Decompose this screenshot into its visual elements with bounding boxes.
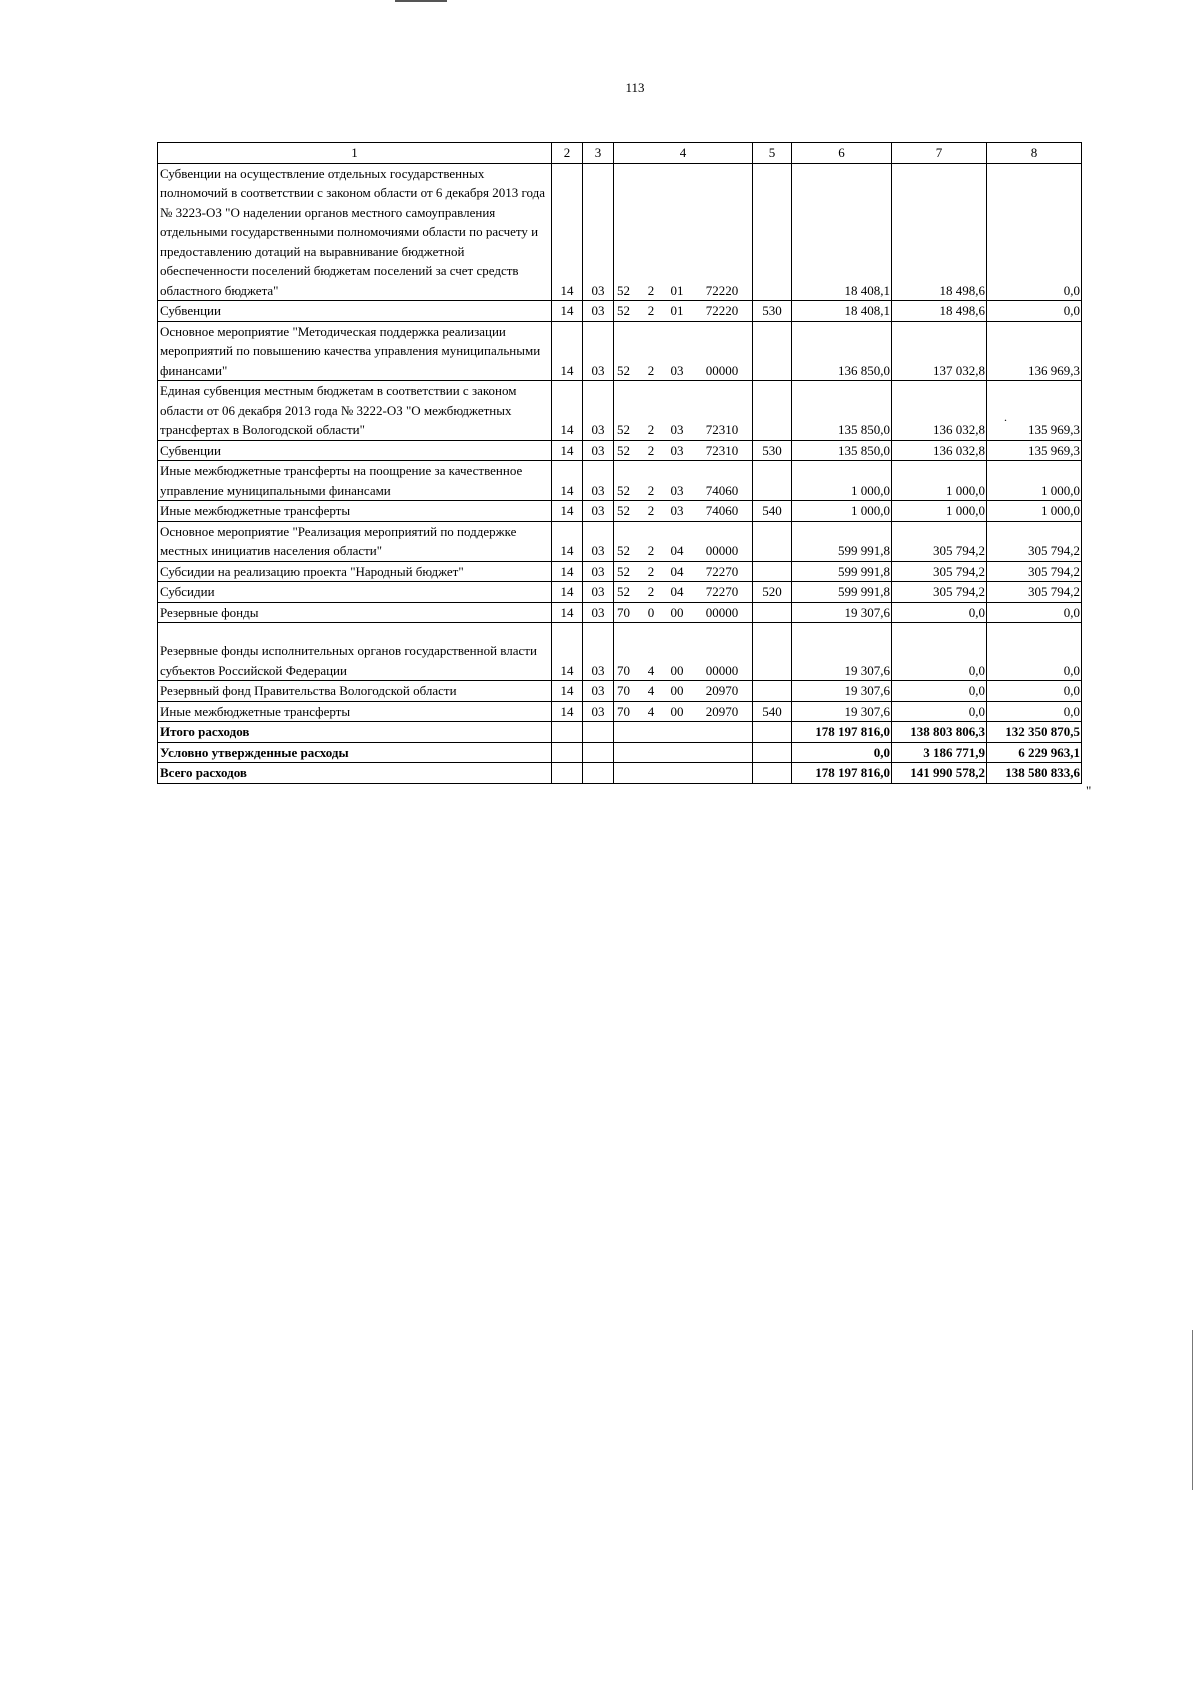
code-direction: 74060 — [705, 503, 739, 518]
code-subprogram: 2 — [647, 584, 655, 599]
code-program: 52 — [617, 503, 630, 518]
row-target-article-code — [614, 701, 753, 722]
code-program: 52 — [617, 543, 630, 558]
code-program: 52 — [617, 362, 630, 378]
table-row — [158, 461, 1082, 501]
row-description: Субвенции — [158, 301, 552, 322]
row-target-article-code — [614, 722, 753, 743]
row-target-article-code — [614, 321, 753, 381]
row-amount-year-1: 19 307,6 — [792, 701, 892, 722]
code-program: 52 — [617, 282, 630, 298]
code-direction: 72220 — [705, 282, 739, 298]
row-description: Резервный фонд Правительства Вологодской области — [158, 681, 552, 702]
row-expense-type-code — [753, 461, 792, 501]
scan-artifact-top — [395, 0, 447, 2]
row-section-code: 14 — [552, 681, 583, 702]
row-section-code: 14 — [552, 501, 583, 522]
code-event: 03 — [670, 362, 684, 378]
row-amount-year-1: 135 850,0 — [792, 381, 892, 441]
row-subsection-code: 03 — [583, 602, 614, 623]
row-target-article-code — [614, 381, 753, 441]
table-row — [158, 561, 1082, 582]
row-amount-year-2: 305 794,2 — [892, 521, 987, 561]
row-description: Иные межбюджетные трансферты — [158, 701, 552, 722]
row-expense-type-code — [753, 521, 792, 561]
row-description: Субсидии на реализацию проекта "Народный бюджет" — [158, 561, 552, 582]
code-event: 01 — [670, 282, 684, 298]
table-row — [158, 163, 1082, 301]
code-program: 70 — [617, 604, 630, 620]
header-col-3: 3 — [583, 143, 614, 164]
row-expense-type-code: 530 — [753, 440, 792, 461]
table-row — [158, 763, 1082, 784]
table-row — [158, 301, 1082, 322]
row-subsection-code: 03 — [583, 701, 614, 722]
row-expense-type-code — [753, 602, 792, 623]
header-col-1: 1 — [158, 143, 552, 164]
row-description: Основное мероприятие "Методическая поддержка реализации мероприятий по повышению качества управления муниципальными финансами" — [158, 321, 552, 381]
row-section-code: 14 — [552, 461, 583, 501]
code-event: 04 — [670, 543, 684, 558]
code-subprogram: 2 — [647, 563, 655, 579]
code-subprogram: 2 — [647, 282, 655, 298]
row-amount-year-2: 0,0 — [892, 623, 987, 681]
row-description: Резервные фонды — [158, 602, 552, 623]
code-direction: 00000 — [705, 362, 739, 378]
row-amount-year-1: 19 307,6 — [792, 681, 892, 702]
row-amount-year-2: 0,0 — [892, 681, 987, 702]
code-program: 52 — [617, 442, 630, 458]
code-event: 03 — [670, 503, 684, 518]
table-row — [158, 501, 1082, 522]
row-subsection-code: 03 — [583, 582, 614, 603]
code-event: 00 — [670, 604, 684, 620]
code-subprogram: 4 — [647, 683, 655, 698]
row-subsection-code — [583, 763, 614, 784]
code-subprogram: 4 — [647, 703, 655, 719]
code-subprogram: 4 — [647, 662, 655, 678]
row-section-code: 14 — [552, 381, 583, 441]
row-amount-year-1: 135 850,0 — [792, 440, 892, 461]
row-expense-type-code: 530 — [753, 301, 792, 322]
row-target-article-code — [614, 461, 753, 501]
code-program: 52 — [617, 422, 630, 437]
row-amount-year-1: 136 850,0 — [792, 321, 892, 381]
code-direction: 00000 — [705, 543, 739, 558]
row-section-code: 14 — [552, 301, 583, 322]
code-program: 52 — [617, 584, 630, 599]
row-description: Субсидии — [158, 582, 552, 603]
row-amount-year-3: 0,0 — [987, 681, 1082, 702]
table-row — [158, 623, 1082, 681]
row-subsection-code: 03 — [583, 321, 614, 381]
header-col-8: 8 — [987, 143, 1082, 164]
row-amount-year-3: 135 969,3 — [987, 440, 1082, 461]
row-amount-year-2: 136 032,8 — [892, 440, 987, 461]
row-subsection-code: 03 — [583, 521, 614, 561]
header-col-7: 7 — [892, 143, 987, 164]
row-section-code: 14 — [552, 582, 583, 603]
row-amount-year-3: 0,0 — [987, 163, 1082, 301]
row-expense-type-code: 540 — [753, 701, 792, 722]
header-col-6: 6 — [792, 143, 892, 164]
code-subprogram: 2 — [647, 482, 655, 498]
row-expense-type-code — [753, 321, 792, 381]
row-amount-year-3: 305 794,2 — [987, 521, 1082, 561]
row-subsection-code: 03 — [583, 440, 614, 461]
row-amount-year-3: 135 969,3 — [987, 381, 1082, 441]
code-subprogram: 2 — [647, 442, 655, 458]
row-amount-year-2: 137 032,8 — [892, 321, 987, 381]
row-amount-year-1: 18 408,1 — [792, 163, 892, 301]
row-amount-year-2: 1 000,0 — [892, 501, 987, 522]
code-event: 03 — [670, 422, 684, 437]
code-event: 00 — [670, 703, 684, 719]
row-subsection-code: 03 — [583, 561, 614, 582]
row-amount-year-1: 178 197 816,0 — [792, 722, 892, 743]
code-subprogram: 2 — [647, 503, 655, 518]
row-description: Итого расходов — [158, 722, 552, 743]
table-row — [158, 582, 1082, 603]
table-row — [158, 381, 1082, 441]
page-number: 113 — [625, 80, 645, 95]
row-target-article-code — [614, 163, 753, 301]
row-section-code — [552, 742, 583, 763]
code-subprogram: 2 — [647, 362, 655, 378]
row-section-code: 14 — [552, 561, 583, 582]
table-header-row — [158, 143, 1082, 164]
row-description: Основное мероприятие "Реализация мероприятий по поддержке местных инициатив населения области" — [158, 521, 552, 561]
row-expense-type-code — [753, 763, 792, 784]
row-expense-type-code — [753, 722, 792, 743]
row-target-article-code — [614, 440, 753, 461]
row-amount-year-1: 599 991,8 — [792, 582, 892, 603]
row-expense-type-code: 540 — [753, 501, 792, 522]
row-amount-year-3: 1 000,0 — [987, 501, 1082, 522]
row-description: Субвенции — [158, 440, 552, 461]
code-program: 52 — [617, 482, 630, 498]
row-target-article-code — [614, 763, 753, 784]
row-section-code: 14 — [552, 440, 583, 461]
row-target-article-code — [614, 602, 753, 623]
row-description: Всего расходов — [158, 763, 552, 784]
code-program: 52 — [617, 563, 630, 579]
row-amount-year-3: 0,0 — [987, 301, 1082, 322]
code-direction: 74060 — [705, 482, 739, 498]
row-amount-year-2: 0,0 — [892, 701, 987, 722]
row-amount-year-2: 305 794,2 — [892, 582, 987, 603]
code-event: 00 — [670, 662, 684, 678]
closing-quote-mark: " — [1086, 783, 1092, 798]
code-direction: 20970 — [705, 683, 739, 698]
row-description: Иные межбюджетные трансферты на поощрение за качественное управление муниципальными финансами — [158, 461, 552, 501]
header-col-4: 4 — [614, 143, 753, 164]
table-row — [158, 521, 1082, 561]
row-amount-year-3: 0,0 — [987, 701, 1082, 722]
table-row — [158, 722, 1082, 743]
code-direction: 00000 — [705, 662, 739, 678]
row-section-code — [552, 763, 583, 784]
row-amount-year-3: 1 000,0 — [987, 461, 1082, 501]
table-body — [158, 143, 1082, 784]
budget-expenditure-table — [157, 142, 1082, 784]
row-section-code: 14 — [552, 701, 583, 722]
row-target-article-code — [614, 582, 753, 603]
code-event: 03 — [670, 482, 684, 498]
code-subprogram: 2 — [647, 303, 655, 318]
code-program: 70 — [617, 703, 630, 719]
row-subsection-code: 03 — [583, 681, 614, 702]
row-description: Иные межбюджетные трансферты — [158, 501, 552, 522]
row-subsection-code: 03 — [583, 301, 614, 322]
row-amount-year-3: 136 969,3 — [987, 321, 1082, 381]
row-expense-type-code — [753, 742, 792, 763]
code-event: 03 — [670, 442, 684, 458]
row-amount-year-2: 3 186 771,9 — [892, 742, 987, 763]
row-description: Резервные фонды исполнительных органов государственной власти субъектов Российской Федерации — [158, 623, 552, 681]
row-section-code: 14 — [552, 163, 583, 301]
row-target-article-code — [614, 521, 753, 561]
row-amount-year-3: 305 794,2 — [987, 582, 1082, 603]
code-program: 70 — [617, 662, 630, 678]
row-amount-year-1: 18 408,1 — [792, 301, 892, 322]
table-row — [158, 681, 1082, 702]
row-subsection-code: 03 — [583, 381, 614, 441]
row-amount-year-2: 141 990 578,2 — [892, 763, 987, 784]
row-expense-type-code — [753, 681, 792, 702]
row-section-code — [552, 722, 583, 743]
table-row — [158, 602, 1082, 623]
row-subsection-code — [583, 742, 614, 763]
table-row — [158, 440, 1082, 461]
code-subprogram: 0 — [647, 604, 655, 620]
row-amount-year-1: 599 991,8 — [792, 521, 892, 561]
table-row — [158, 321, 1082, 381]
row-amount-year-2: 305 794,2 — [892, 561, 987, 582]
row-amount-year-1: 0,0 — [792, 742, 892, 763]
row-amount-year-2: 18 498,6 — [892, 163, 987, 301]
row-description: Единая субвенция местным бюджетам в соответствии с законом области от 06 декабря 2013 года № 3222-ОЗ "О межбюджетных трансфертах в Вологодской области" — [158, 381, 552, 441]
code-event: 01 — [670, 303, 684, 318]
code-direction: 72270 — [705, 563, 739, 579]
row-amount-year-1: 1 000,0 — [792, 461, 892, 501]
row-target-article-code — [614, 501, 753, 522]
row-expense-type-code: 520 — [753, 582, 792, 603]
code-event: 04 — [670, 563, 684, 579]
row-subsection-code: 03 — [583, 623, 614, 681]
table-row — [158, 742, 1082, 763]
row-target-article-code — [614, 561, 753, 582]
code-event: 04 — [670, 584, 684, 599]
row-amount-year-3: 132 350 870,5 — [987, 722, 1082, 743]
row-subsection-code: 03 — [583, 461, 614, 501]
row-section-code: 14 — [552, 602, 583, 623]
row-description: Субвенции на осуществление отдельных государственных полномочий в соответствии с законом области от 6 декабря 2013 года № 3223-ОЗ "О наделении органов местного самоуправления отдельными государственными полномочиями области по расчету и предоставлению дотаций на выравнивание бюджетной обеспеченности поселений бюджетам поселений за счет средств областного бюджета" — [158, 163, 552, 301]
row-expense-type-code — [753, 623, 792, 681]
code-direction: 00000 — [705, 604, 739, 620]
row-amount-year-3: 6 229 963,1 — [987, 742, 1082, 763]
row-target-article-code — [614, 681, 753, 702]
row-section-code: 14 — [552, 521, 583, 561]
row-subsection-code — [583, 722, 614, 743]
row-expense-type-code — [753, 163, 792, 301]
code-direction: 72270 — [705, 584, 739, 599]
row-amount-year-3: 305 794,2 — [987, 561, 1082, 582]
row-target-article-code — [614, 623, 753, 681]
code-direction: 72310 — [705, 442, 739, 458]
row-amount-year-2: 18 498,6 — [892, 301, 987, 322]
header-col-5: 5 — [753, 143, 792, 164]
header-col-2: 2 — [552, 143, 583, 164]
code-program: 70 — [617, 683, 630, 698]
code-program: 52 — [617, 303, 630, 318]
row-expense-type-code — [753, 561, 792, 582]
row-section-code: 14 — [552, 623, 583, 681]
code-event: 00 — [670, 683, 684, 698]
row-amount-year-1: 1 000,0 — [792, 501, 892, 522]
code-direction: 20970 — [705, 703, 739, 719]
row-amount-year-2: 138 803 806,3 — [892, 722, 987, 743]
row-amount-year-3: 138 580 833,6 — [987, 763, 1082, 784]
code-subprogram: 2 — [647, 422, 655, 437]
row-target-article-code — [614, 301, 753, 322]
code-subprogram: 2 — [647, 543, 655, 558]
row-amount-year-2: 136 032,8 — [892, 381, 987, 441]
stray-dot-mark: . — [1004, 410, 1007, 424]
row-expense-type-code — [753, 381, 792, 441]
row-amount-year-2: 1 000,0 — [892, 461, 987, 501]
table-row — [158, 701, 1082, 722]
row-amount-year-1: 19 307,6 — [792, 623, 892, 681]
row-subsection-code: 03 — [583, 501, 614, 522]
row-section-code: 14 — [552, 321, 583, 381]
row-amount-year-1: 178 197 816,0 — [792, 763, 892, 784]
row-amount-year-2: 0,0 — [892, 602, 987, 623]
row-amount-year-1: 599 991,8 — [792, 561, 892, 582]
row-amount-year-3: 0,0 — [987, 623, 1082, 681]
code-direction: 72220 — [705, 303, 739, 318]
row-subsection-code: 03 — [583, 163, 614, 301]
code-direction: 72310 — [705, 422, 739, 437]
row-description: Условно утвержденные расходы — [158, 742, 552, 763]
row-amount-year-1: 19 307,6 — [792, 602, 892, 623]
row-target-article-code — [614, 742, 753, 763]
scan-artifact-right-edge — [1192, 1330, 1193, 1490]
row-amount-year-3: 0,0 — [987, 602, 1082, 623]
